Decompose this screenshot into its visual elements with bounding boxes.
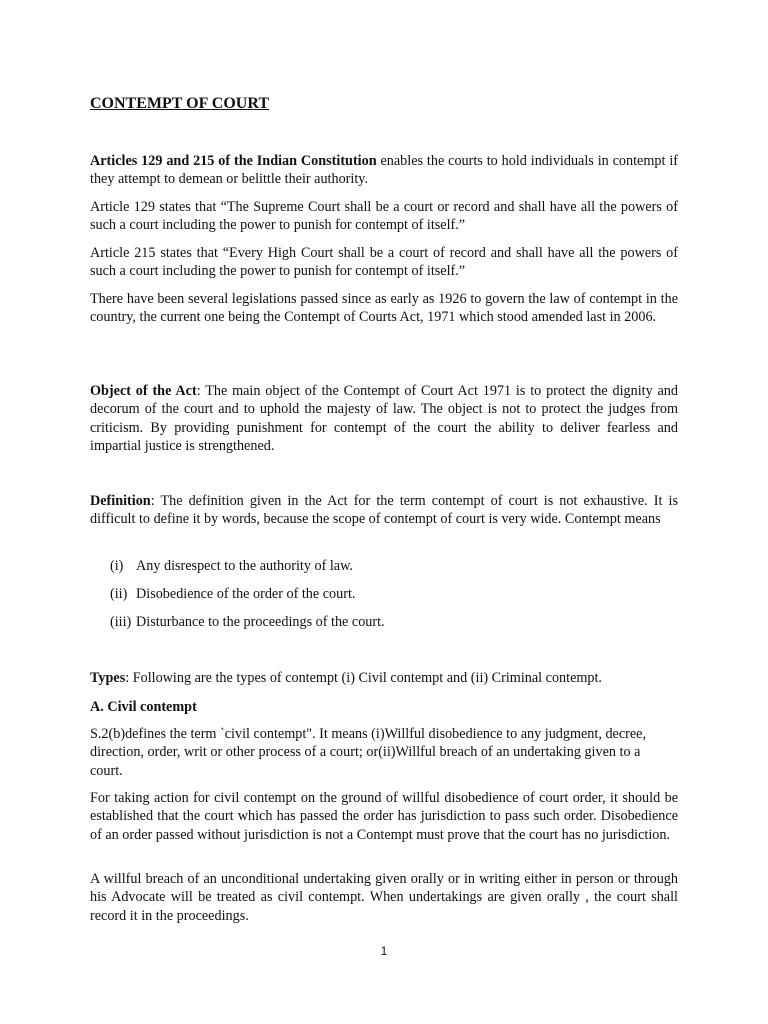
s2b-line-3: court.: [90, 762, 123, 779]
list-item: [110, 585, 355, 603]
s2b-line-1: S.2(b)defines the term `civil contempt". It means (i)Willful disobedience to any judgment, decree,: [90, 726, 646, 742]
legislation-paragraph: There have been several legislations passed since as early as 1926 to govern the law of contempt in the country, the current one being the Contempt of Courts Act, 1971 which stood amended last in 2006.: [90, 291, 678, 326]
page-title: CONTEMPT OF COURT: [90, 95, 269, 112]
intro-paragraph: [90, 152, 678, 189]
article-129-paragraph: Article 129 states that “The Supreme Court shall be a court or record and shall have all the powers of such a court including the power to punish for contempt of itself.”: [90, 199, 678, 234]
intro-text: enables the courts to hold individuals in contempt if they attempt to demean or belittle their authority.: [90, 153, 678, 188]
list-item-text: Disobedience of the order of the court.: [136, 586, 356, 602]
civil-contempt-heading: A. Civil contempt: [90, 699, 197, 715]
definition-paragraph: [90, 492, 678, 529]
definition-text: : The definition given in the Act for the term contempt of court is not exhaustive. It is difficult to define it by words, because the scope of contempt of court is very wide. Contempt means: [90, 493, 678, 528]
object-paragraph: [90, 382, 678, 456]
list-item: [110, 613, 385, 631]
definition-bold: Definition: [90, 493, 151, 509]
s2b-line-2: direction, order, writ or other process of a court; or(ii)Willful breach of an undertaking given to a: [90, 744, 641, 761]
list-item-number: (iii): [110, 614, 132, 630]
s2b-paragraph: [90, 725, 678, 780]
civil-action-paragraph: For taking action for civil contempt on the ground of willful disobedience of court order, it should be established that the court which has passed the order has jurisdiction to pass such order. Disobedience of an order passed without jurisdiction is not a Contempt must prove that the court has no jurisdiction.: [90, 790, 678, 843]
types-text: : Following are the types of contempt (i) Civil contempt and (ii) Criminal contempt.: [125, 670, 602, 686]
list-item-number: (ii): [110, 586, 128, 602]
list-item-number: (i): [110, 558, 124, 574]
list-item-text: Disturbance to the proceedings of the court.: [136, 614, 385, 630]
page-number: 1: [380, 944, 388, 958]
object-text: : The main object of the Contempt of Court Act 1971 is to protect the dignity and decorum of the court and to uphold the majesty of law. The object is not to protect the judges from criticism. By providing punishment for contempt of the court the ability to deliver fearless and impartial justice is strengthened.: [90, 383, 678, 455]
list-item-text: Any disrespect to the authority of law.: [136, 558, 353, 574]
willful-breach-paragraph: A willful breach of an unconditional undertaking given orally or in writing either in person or through his Advocate will be treated as civil contempt. When undertakings are given orally , the court shall record it in the proceedings.: [90, 871, 678, 924]
article-215-paragraph: Article 215 states that “Every High Court shall be a court of record and shall have all the powers of such a court including the power to punish for contempt of itself.”: [90, 245, 678, 280]
intro-bold: Articles 129 and 215 of the Indian Constitution: [90, 153, 377, 169]
object-bold: Object of the Act: [90, 383, 197, 399]
types-bold: Types: [90, 670, 126, 686]
list-item: [110, 557, 353, 575]
types-paragraph: [90, 669, 678, 687]
